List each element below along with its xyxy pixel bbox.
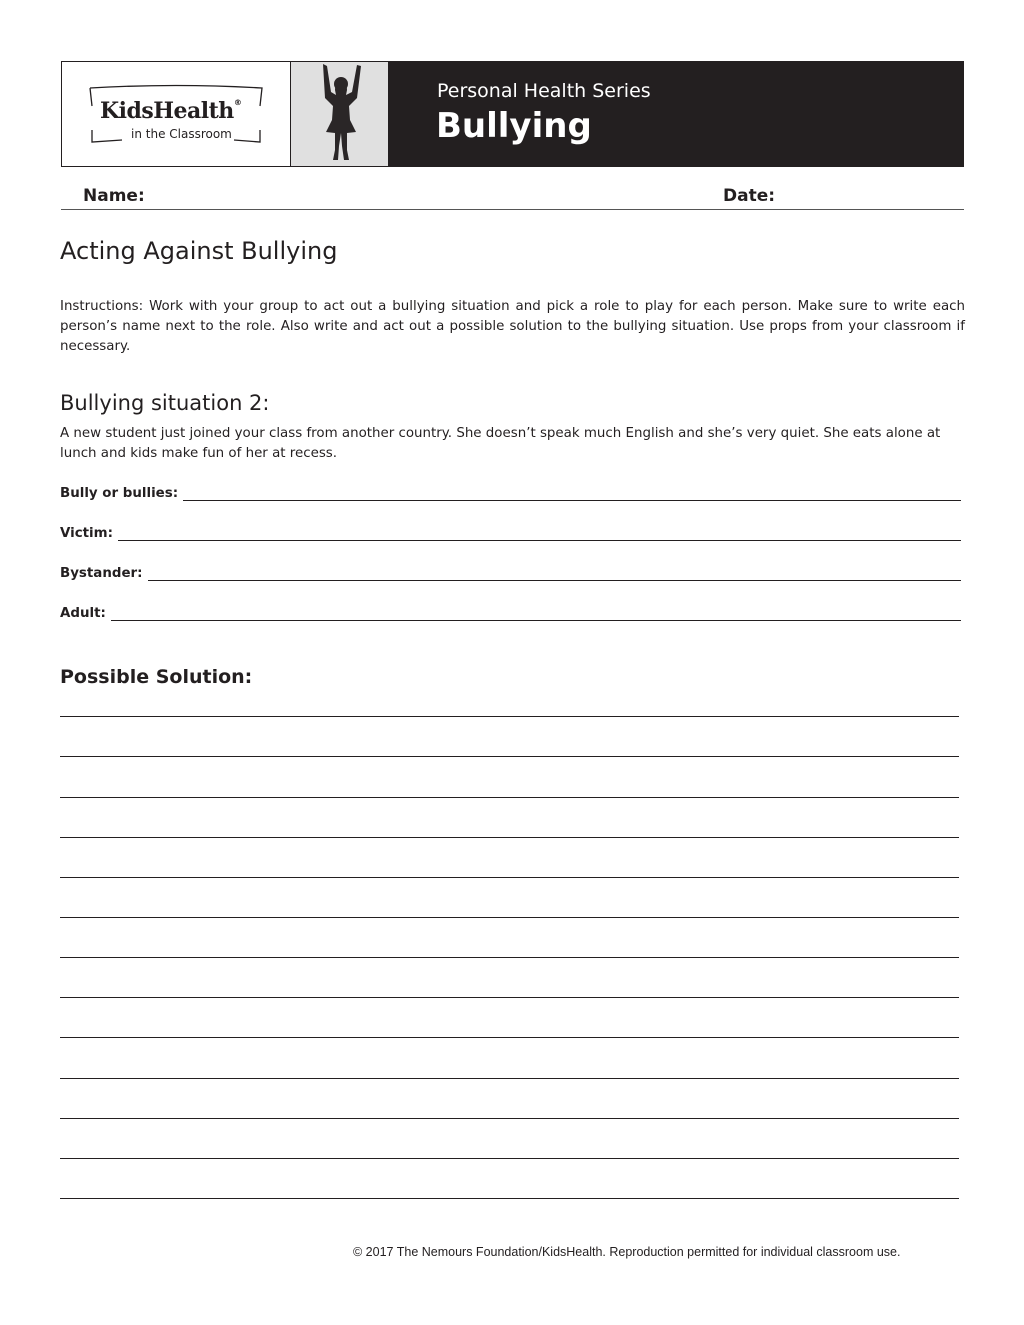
solution-line[interactable] — [60, 917, 959, 918]
series-title: Personal Health Series — [437, 80, 651, 102]
solution-line[interactable] — [60, 957, 959, 958]
child-silhouette-icon — [291, 62, 387, 166]
name-date-row[interactable] — [61, 184, 964, 210]
topic-title: Bullying — [436, 106, 592, 146]
instructions: Instructions: Work with your group to act out a bullying situation and pick a role to play for each person. Make sure to write each person’s name next to the role. Also write and act out a possible solution to the bullying situation. Use props from your classroom if necessary. — [60, 299, 965, 354]
copyright-footer: © 2017 The Nemours Foundation/KidsHealth. Reproduction permitted for individual classroom use. — [353, 1245, 901, 1259]
page-title: Acting Against Bullying — [60, 237, 338, 265]
solution-line[interactable] — [60, 716, 959, 717]
write-in-line[interactable] — [111, 619, 961, 621]
role-row-bystander[interactable] — [60, 562, 961, 582]
child-silhouette-panel — [291, 62, 389, 166]
date-label: Date: — [723, 186, 776, 206]
role-label: Victim: — [60, 526, 113, 541]
write-in-line[interactable] — [118, 539, 961, 541]
role-row-victim[interactable] — [60, 522, 961, 542]
role-label: Adult: — [60, 606, 106, 621]
role-row-adult[interactable] — [60, 602, 961, 622]
solution-line[interactable] — [60, 997, 959, 998]
write-in-line[interactable] — [148, 579, 961, 581]
kidshealth-logo — [62, 62, 291, 166]
solution-line[interactable] — [60, 837, 959, 838]
role-label: Bystander: — [60, 566, 143, 581]
solution-line[interactable] — [60, 1118, 959, 1119]
solution-line[interactable] — [60, 1198, 959, 1199]
solution-line[interactable] — [60, 756, 959, 757]
solution-line[interactable] — [60, 797, 959, 798]
role-label: Bully or bullies: — [60, 486, 179, 501]
situation-text: A new student just joined your class from another country. She doesn’t speak much English and she’s very quiet. She eats alone at lunch and kids make fun of her at recess. — [60, 426, 941, 461]
logo-wordmark: KidsHealth — [100, 98, 234, 124]
logo-frame — [84, 84, 268, 144]
write-in-line[interactable] — [183, 499, 961, 501]
solution-line[interactable] — [60, 1158, 959, 1159]
title-panel — [389, 62, 963, 166]
solution-line[interactable] — [60, 1078, 959, 1079]
registered-mark: ® — [233, 98, 242, 107]
logo-subtitle: in the Classroom — [131, 127, 232, 141]
name-label: Name: — [83, 186, 145, 206]
role-row-bully[interactable] — [60, 482, 961, 502]
solution-line[interactable] — [60, 1037, 959, 1038]
solution-heading: Possible Solution: — [60, 666, 253, 688]
situation-heading: Bullying situation 2: — [60, 391, 270, 415]
solution-line[interactable] — [60, 877, 959, 878]
worksheet-header — [61, 61, 964, 167]
